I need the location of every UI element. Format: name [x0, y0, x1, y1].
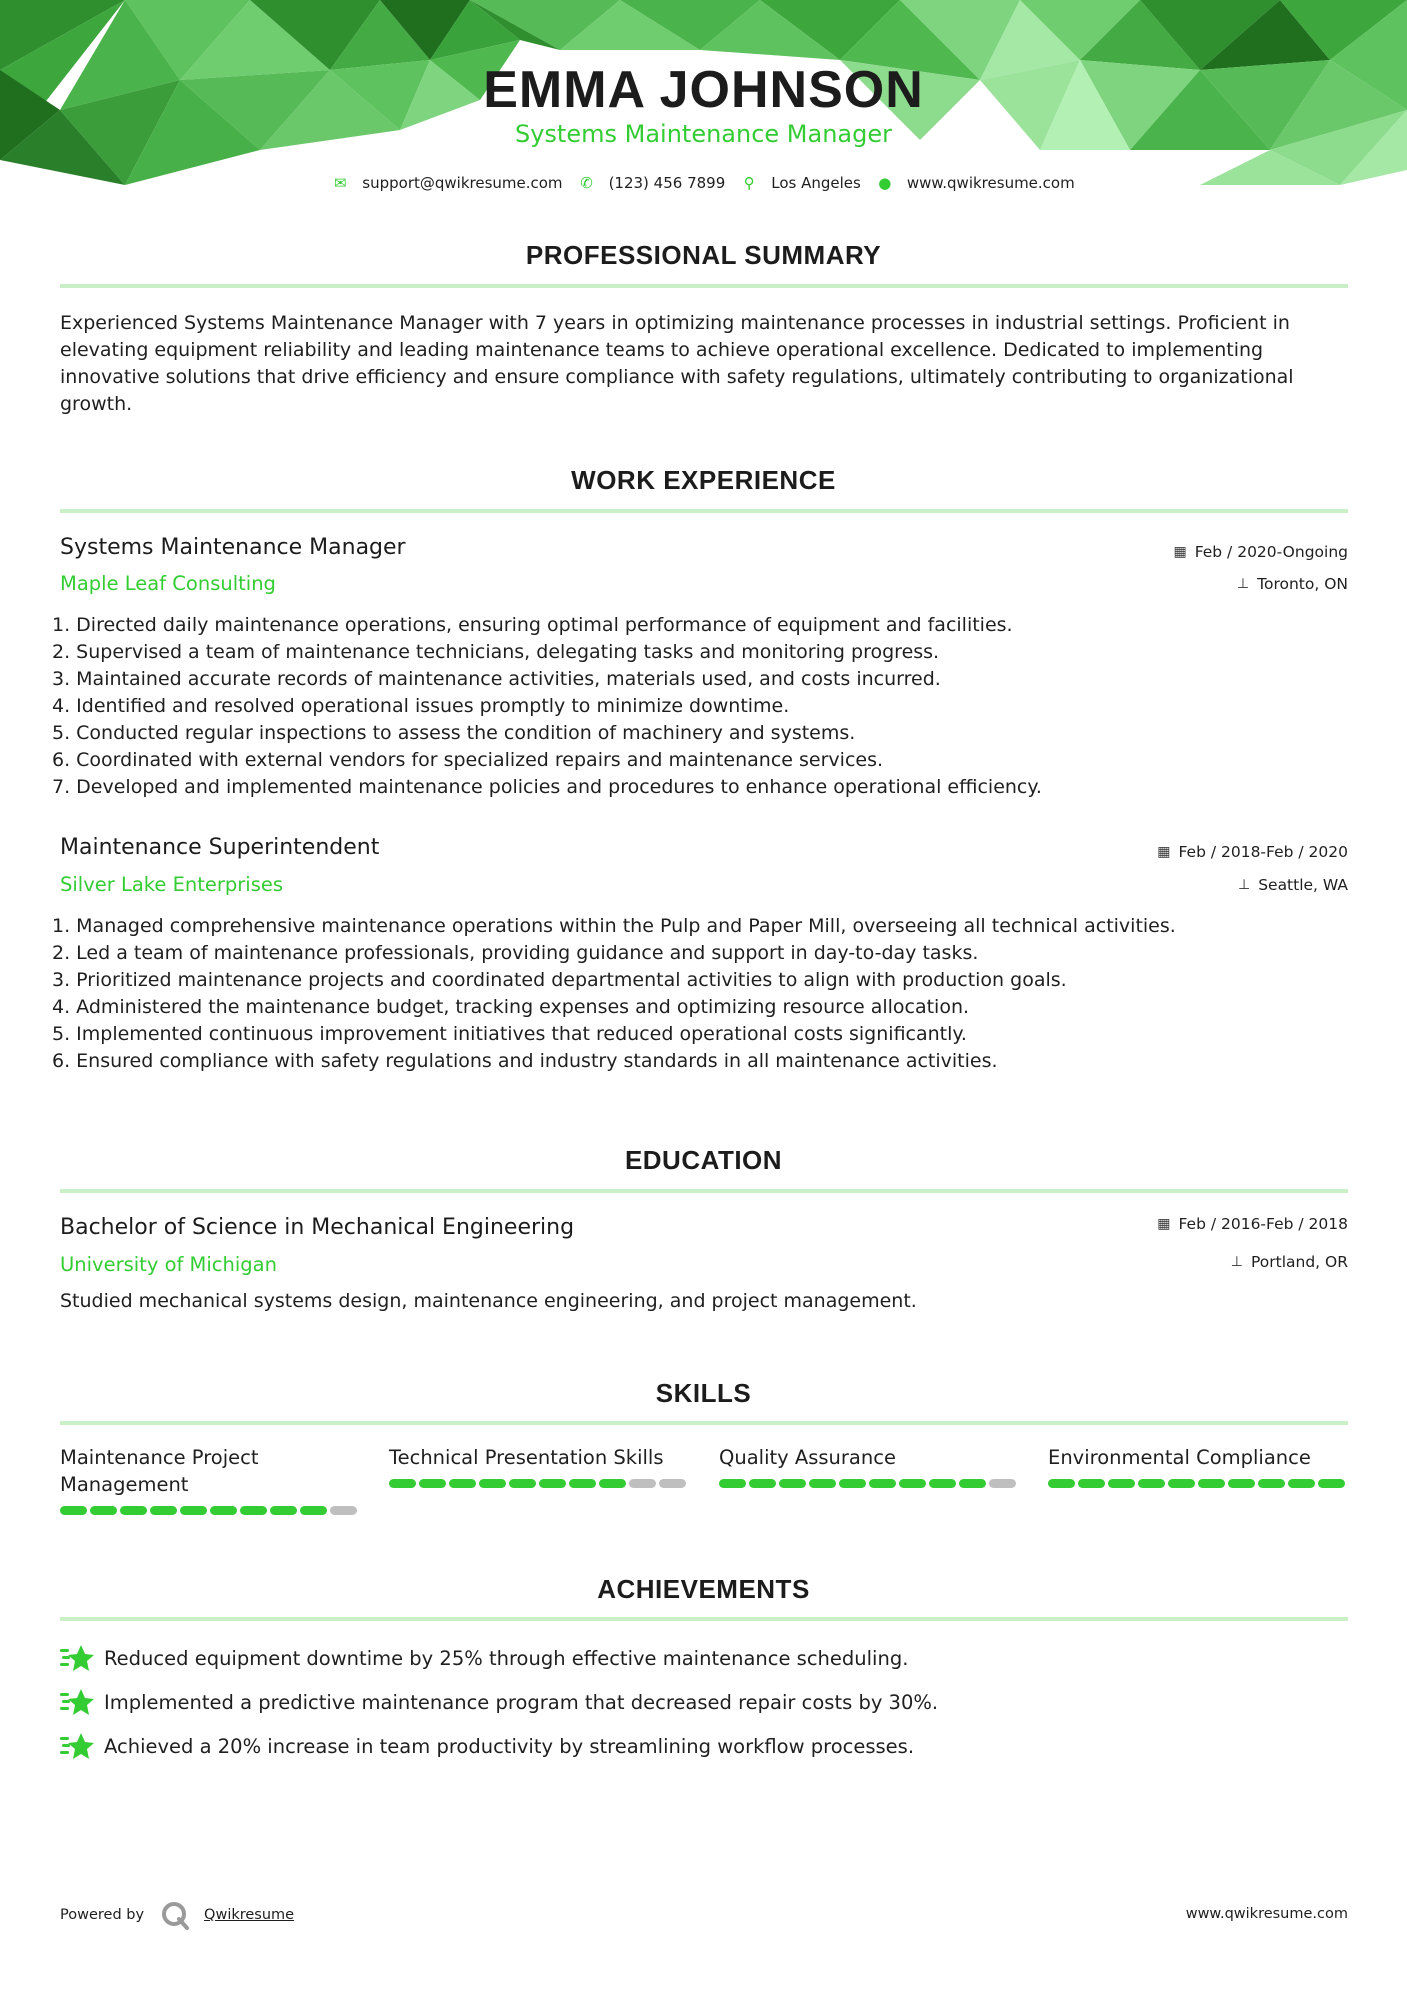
skill-level-segment [899, 1479, 926, 1488]
skill-level-segment [270, 1506, 297, 1515]
skill-level-segment [180, 1506, 207, 1515]
footer-website[interactable]: www.qwikresume.com [1185, 1906, 1348, 1922]
list-item: 2. Supervised a team of maintenance technicians, delegating tasks and monitoring progress. [52, 641, 940, 663]
skill-level-segment [659, 1479, 686, 1488]
star-icon [60, 1731, 94, 1761]
job-bullets [52, 913, 1176, 1075]
pin-icon: ⊥ [1236, 576, 1250, 592]
list-item: 6. Ensured compliance with safety regulations and industry standards in all maintenance activities. [52, 1050, 998, 1072]
list-item: 5. Conducted regular inspections to assess the condition of machinery and systems. [52, 722, 856, 744]
skill-level-segment [300, 1506, 327, 1515]
skill-level-segment [479, 1479, 506, 1488]
skill-level-segment [449, 1479, 476, 1488]
degree-title: Bachelor of Science in Mechanical Engineering [60, 1215, 575, 1240]
skill-name: Environmental Compliance [1048, 1446, 1311, 1469]
pin-icon: ⊥ [1237, 877, 1251, 893]
contact-phone[interactable] [579, 174, 726, 192]
calendar-icon: ▦ [1173, 544, 1187, 560]
job-location [1238, 876, 1348, 894]
skill-level-bar [389, 1479, 689, 1488]
calendar-icon: ▦ [1157, 1216, 1171, 1232]
list-item [60, 1724, 1340, 1768]
list-item: 1. Managed comprehensive maintenance operations within the Pulp and Paper Mill, overseeing all technical activities. [52, 915, 1176, 937]
skill-level-segment [389, 1479, 416, 1488]
dates-text: Feb / 2016-Feb / 2018 [1178, 1215, 1348, 1233]
skill-item [389, 1444, 689, 1488]
skill-level-segment [1168, 1479, 1195, 1488]
contact-location [741, 174, 861, 192]
list-item: 7. Developed and implemented maintenance policies and procedures to enhance operational efficiency. [52, 776, 1042, 798]
location-text: Portland, OR [1250, 1253, 1348, 1271]
list-item: 4. Identified and resolved operational issues promptly to minimize downtime. [52, 695, 790, 717]
skill-level-segment [869, 1479, 896, 1488]
skills-heading: SKILLS [655, 1378, 752, 1408]
skill-level-bar [60, 1506, 360, 1515]
job-bullets [52, 612, 1042, 801]
skill-level-segment [150, 1506, 177, 1515]
section-divider [60, 1421, 1348, 1425]
skill-item [60, 1444, 360, 1515]
skill-level-segment [1048, 1479, 1075, 1488]
skill-level-segment [1318, 1479, 1345, 1488]
section-divider [60, 284, 1348, 288]
qwikresume-logo-icon [160, 1900, 190, 1930]
company-name: Silver Lake Enterprises [60, 873, 284, 896]
achievements-heading: ACHIEVEMENTS [597, 1574, 810, 1604]
powered-by-label: Powered by [60, 1907, 145, 1923]
skill-level-segment [599, 1479, 626, 1488]
map-marker-icon: ⚲ [743, 174, 755, 192]
education-location [1231, 1253, 1348, 1271]
skill-level-segment [539, 1479, 566, 1488]
skill-level-segment [1078, 1479, 1105, 1488]
section-divider [60, 509, 1348, 513]
skill-level-segment [959, 1479, 986, 1488]
qwikresume-link[interactable]: Qwikresume [204, 1907, 295, 1923]
pin-icon: ⊥ [1230, 1254, 1243, 1270]
list-item: 4. Administered the maintenance budget, tracking expenses and optimizing resource allocation. [52, 996, 970, 1018]
skill-level-segment [90, 1506, 117, 1515]
job-title: Systems Maintenance Manager [60, 535, 406, 560]
achievement-text: Reduced equipment downtime by 25% through effective maintenance scheduling. [104, 1646, 909, 1670]
candidate-name: EMMA JOHNSON [483, 61, 924, 119]
achievement-text: Achieved a 20% increase in team productivity by streamlining workflow processes. [104, 1734, 915, 1758]
skill-level-segment [779, 1479, 806, 1488]
skill-level-bar [719, 1479, 1019, 1488]
location-text: Toronto, ON [1257, 575, 1348, 593]
skill-level-segment [809, 1479, 836, 1488]
summary-heading: PROFESSIONAL SUMMARY [525, 240, 882, 270]
contact-bar [0, 174, 1407, 192]
job-title: Maintenance Superintendent [60, 835, 380, 860]
dates-text: Feb / 2020-Ongoing [1194, 543, 1348, 561]
list-item: 5. Implemented continuous improvement initiatives that reduced operational costs significantly. [52, 1023, 967, 1045]
achievements-list [60, 1636, 1340, 1768]
skill-level-segment [1108, 1479, 1135, 1488]
job-dates [1157, 843, 1348, 861]
website-text: www.qwikresume.com [906, 174, 1075, 192]
job-dates [1173, 543, 1348, 561]
skill-item [1048, 1444, 1348, 1488]
skill-level-segment [1198, 1479, 1225, 1488]
education-dates [1157, 1215, 1348, 1233]
section-divider [60, 1189, 1348, 1193]
envelope-icon: ✉ [333, 174, 347, 192]
phone-text: (123) 456 7899 [608, 174, 726, 192]
skill-level-bar [1048, 1479, 1348, 1488]
phone-icon: ✆ [580, 174, 593, 192]
education-heading: EDUCATION [624, 1145, 783, 1175]
list-item: 3. Prioritized maintenance projects and coordinated departmental activities to align with production goals. [52, 969, 1067, 991]
globe-icon: ● [878, 174, 892, 192]
job-location [1237, 575, 1348, 593]
list-item: 3. Maintained accurate records of maintenance activities, materials used, and costs incurred. [52, 668, 941, 690]
skill-level-segment [719, 1479, 746, 1488]
section-divider [60, 1617, 1348, 1621]
skill-level-segment [1228, 1479, 1255, 1488]
experience-heading: WORK EXPERIENCE [571, 465, 836, 495]
skill-name: Technical Presentation Skills [389, 1446, 664, 1469]
education-description: Studied mechanical systems design, maintenance engineering, and project management. [60, 1290, 917, 1312]
list-item: 1. Directed daily maintenance operations, ensuring optimal performance of equipment and facilities. [52, 614, 1013, 636]
list-item [60, 1680, 1340, 1724]
skill-level-segment [569, 1479, 596, 1488]
skill-item [719, 1444, 1019, 1488]
school-name: University of Michigan [60, 1253, 277, 1276]
company-name: Maple Leaf Consulting [60, 572, 276, 595]
list-item [60, 1636, 1340, 1680]
skill-level-segment [419, 1479, 446, 1488]
skill-level-segment [629, 1479, 656, 1488]
skill-level-segment [989, 1479, 1016, 1488]
skill-level-segment [1138, 1479, 1165, 1488]
skill-level-segment [60, 1506, 87, 1515]
summary-text: Experienced Systems Maintenance Manager with 7 years in optimizing maintenance processes in industrial settings. Proficient in elevating equipment reliability and leading maintenance teams to achieve operational excellence. Dedicated to implementing innovative solutions that drive efficiency and ensure compliance with safety regulations, ultimately contributing to organizational growth. [60, 312, 1294, 415]
dates-text: Feb / 2018-Feb / 2020 [1178, 843, 1348, 861]
skill-name: Quality Assurance [719, 1446, 896, 1469]
footer-powered-by [60, 1900, 294, 1930]
skill-level-segment [1258, 1479, 1285, 1488]
achievement-text: Implemented a predictive maintenance program that decreased repair costs by 30%. [104, 1690, 939, 1714]
skill-level-segment [210, 1506, 237, 1515]
skill-level-segment [330, 1506, 357, 1515]
skill-level-segment [1288, 1479, 1315, 1488]
star-icon [60, 1643, 94, 1673]
skill-level-segment [120, 1506, 147, 1515]
star-icon [60, 1687, 94, 1717]
skill-level-segment [749, 1479, 776, 1488]
candidate-title: Systems Maintenance Manager [514, 120, 892, 148]
contact-website[interactable] [877, 174, 1075, 192]
email-text: support@qwikresume.com [362, 174, 563, 192]
list-item: 2. Led a team of maintenance professionals, providing guidance and support in day-to-day tasks. [52, 942, 979, 964]
contact-email[interactable] [332, 174, 562, 192]
skill-name: Maintenance Project Management [60, 1446, 259, 1496]
skill-level-segment [240, 1506, 267, 1515]
skill-level-segment [929, 1479, 956, 1488]
calendar-icon: ▦ [1157, 844, 1171, 860]
location-text: Seattle, WA [1258, 876, 1348, 894]
header-banner [0, 0, 1407, 200]
location-text: Los Angeles [771, 174, 861, 192]
skill-level-segment [509, 1479, 536, 1488]
list-item: 6. Coordinated with external vendors for specialized repairs and maintenance services. [52, 749, 884, 771]
skill-level-segment [839, 1479, 866, 1488]
